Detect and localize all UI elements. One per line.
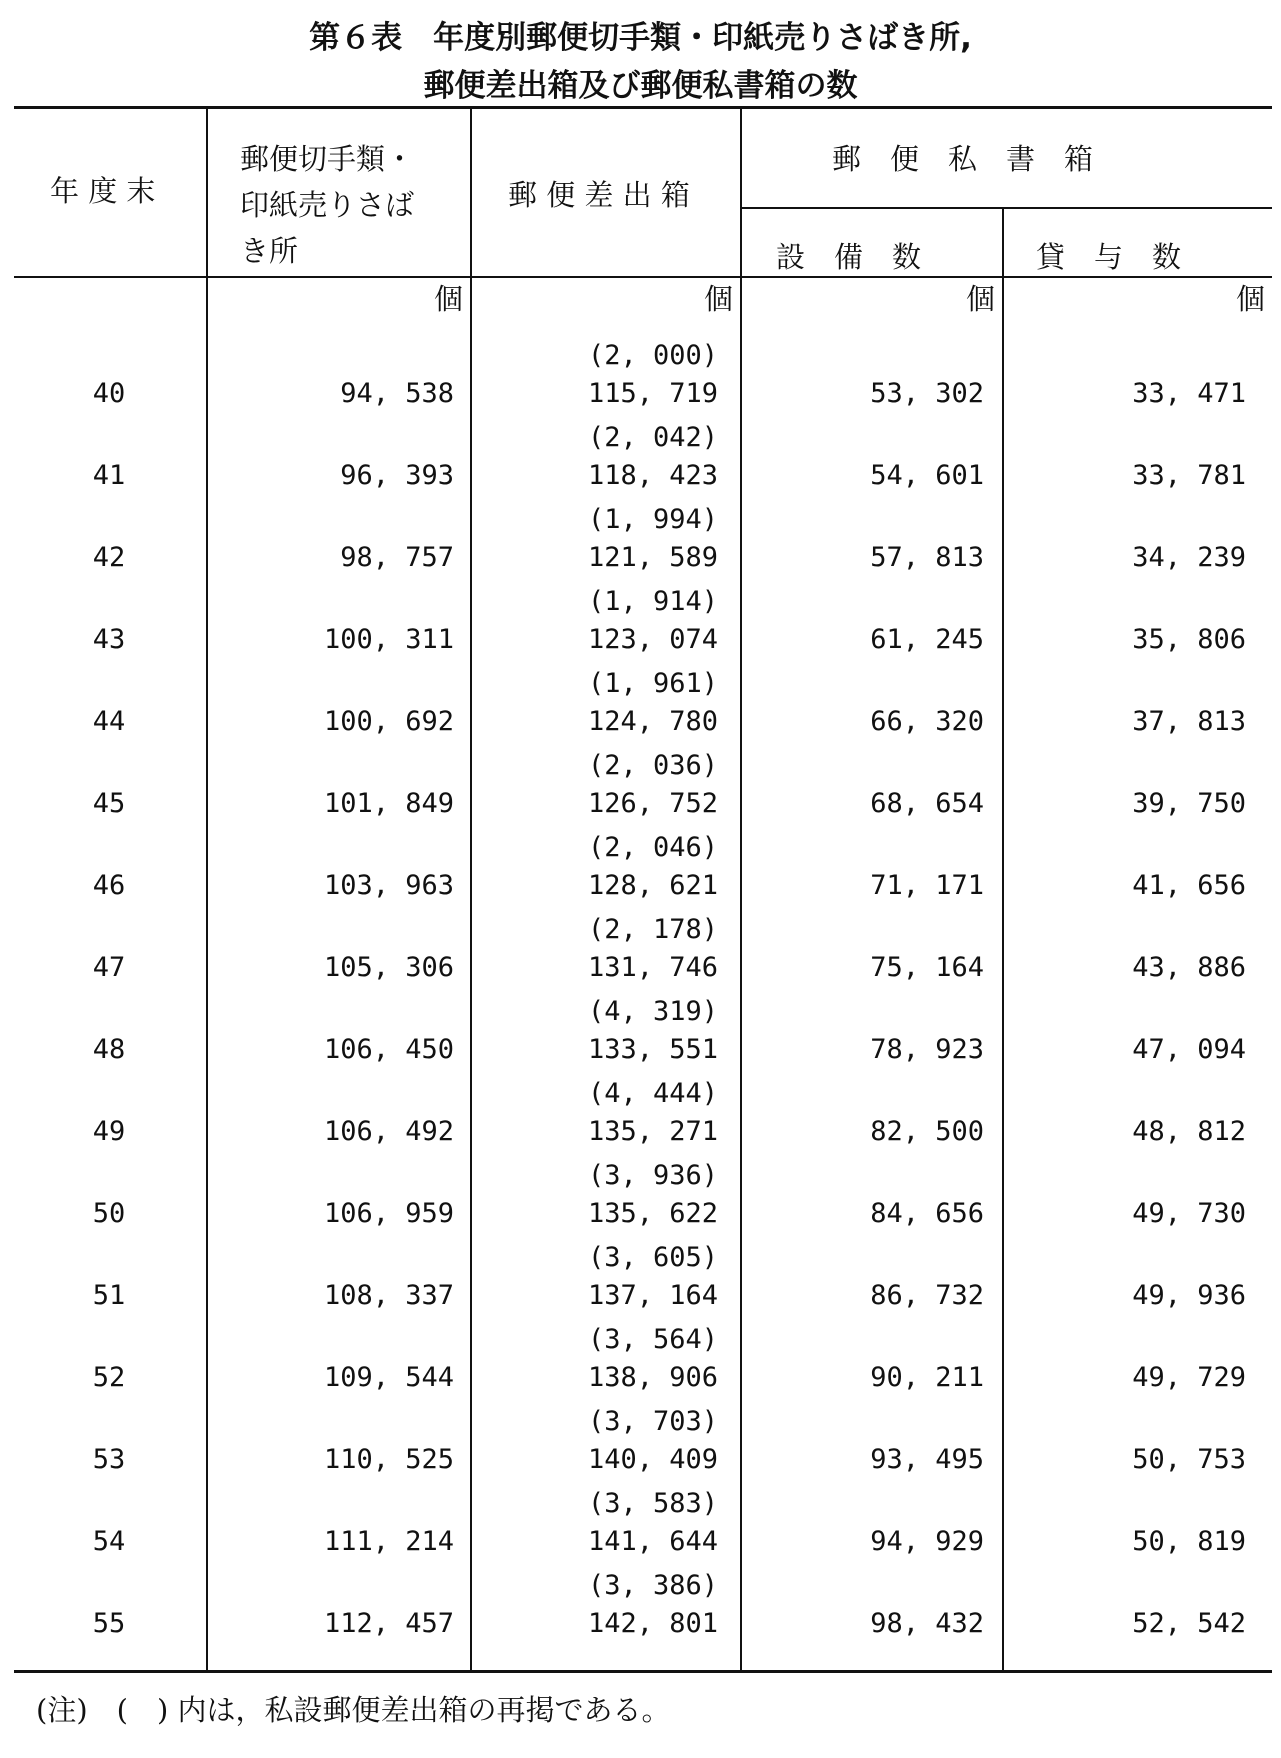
cell-leased: 43, 886 [1132, 952, 1246, 983]
cell-year: 42 [92, 542, 126, 573]
cell-leased: 39, 750 [1132, 788, 1246, 819]
cell-year: 47 [92, 952, 126, 983]
cell-year: 55 [92, 1608, 126, 1639]
column-divider-1 [206, 106, 208, 1670]
cell-year: 48 [92, 1034, 126, 1065]
cell-year: 40 [92, 378, 126, 409]
cell-private-postbox: (3, 605) [587, 1242, 718, 1273]
header-installed: 設 備 数 [776, 240, 922, 274]
cell-postbox: 135, 271 [587, 1116, 718, 1147]
cell-installed: 94, 929 [870, 1526, 984, 1557]
unit-leased: 個 [1236, 282, 1266, 316]
cell-private-postbox: (1, 961) [587, 668, 718, 699]
cell-year: 52 [92, 1362, 126, 1393]
cell-year: 50 [92, 1198, 126, 1229]
cell-leased: 34, 239 [1132, 542, 1246, 573]
cell-leased: 49, 730 [1132, 1198, 1246, 1229]
cell-installed: 98, 432 [870, 1608, 984, 1639]
title-line-1: 第６表 年度別郵便切手類・印紙売りさばき所, [309, 20, 972, 56]
cell-stamps: 106, 492 [323, 1116, 454, 1147]
header-pobox-group: 郵 便 私 書 箱 [832, 142, 1094, 176]
cell-installed: 84, 656 [870, 1198, 984, 1229]
cell-postbox: 137, 164 [587, 1280, 718, 1311]
cell-stamps: 101, 849 [323, 788, 454, 819]
column-divider-4 [1002, 207, 1004, 1670]
cell-installed: 90, 211 [870, 1362, 984, 1393]
unit-stamps: 個 [434, 282, 464, 316]
unit-installed: 個 [966, 282, 996, 316]
header-year: 年 度 末 [50, 174, 156, 208]
cell-stamps: 105, 306 [323, 952, 454, 983]
cell-leased: 33, 781 [1132, 460, 1246, 491]
cell-year: 44 [92, 706, 126, 737]
cell-postbox: 126, 752 [587, 788, 718, 819]
cell-installed: 57, 813 [870, 542, 984, 573]
cell-postbox: 140, 409 [587, 1444, 718, 1475]
cell-leased: 50, 819 [1132, 1526, 1246, 1557]
cell-stamps: 94, 538 [340, 378, 454, 409]
cell-year: 46 [92, 870, 126, 901]
cell-private-postbox: (1, 994) [587, 504, 718, 535]
cell-leased: 49, 936 [1132, 1280, 1246, 1311]
cell-private-postbox: (2, 046) [587, 832, 718, 863]
cell-private-postbox: (1, 914) [587, 586, 718, 617]
cell-installed: 66, 320 [870, 706, 984, 737]
cell-private-postbox: (2, 042) [587, 422, 718, 453]
cell-postbox: 133, 551 [587, 1034, 718, 1065]
cell-year: 49 [92, 1116, 126, 1147]
cell-leased: 41, 656 [1132, 870, 1246, 901]
cell-postbox: 118, 423 [587, 460, 718, 491]
header-stamps-line-3: き所 [240, 234, 299, 268]
cell-installed: 68, 654 [870, 788, 984, 819]
table-bottom-rule [14, 1670, 1272, 1673]
cell-postbox: 141, 644 [587, 1526, 718, 1557]
cell-stamps: 111, 214 [323, 1526, 454, 1557]
cell-leased: 48, 812 [1132, 1116, 1246, 1147]
cell-year: 54 [92, 1526, 126, 1557]
cell-installed: 78, 923 [870, 1034, 984, 1065]
cell-private-postbox: (3, 936) [587, 1160, 718, 1191]
cell-leased: 49, 729 [1132, 1362, 1246, 1393]
cell-postbox: 142, 801 [587, 1608, 718, 1639]
cell-stamps: 106, 959 [323, 1198, 454, 1229]
cell-stamps: 103, 963 [323, 870, 454, 901]
header-postbox: 郵 便 差 出 箱 [508, 178, 690, 212]
cell-private-postbox: (3, 386) [587, 1570, 718, 1601]
column-divider-3 [740, 106, 742, 1670]
header-stamps-line-2: 印紙売りさば [240, 188, 415, 222]
cell-postbox: 138, 906 [587, 1362, 718, 1393]
cell-postbox: 121, 589 [587, 542, 718, 573]
cell-private-postbox: (4, 444) [587, 1078, 718, 1109]
cell-year: 53 [92, 1444, 126, 1475]
cell-private-postbox: (3, 583) [587, 1488, 718, 1519]
statistics-table [14, 106, 1272, 1674]
cell-leased: 33, 471 [1132, 378, 1246, 409]
header-leased: 貸 与 数 [1036, 240, 1182, 274]
cell-private-postbox: (3, 703) [587, 1406, 718, 1437]
cell-leased: 47, 094 [1132, 1034, 1246, 1065]
table-top-rule [14, 106, 1272, 109]
cell-postbox: 128, 621 [587, 870, 718, 901]
cell-stamps: 112, 457 [323, 1608, 454, 1639]
title-line-2: 郵便差出箱及び郵便私書箱の数 [423, 68, 858, 104]
cell-installed: 75, 164 [870, 952, 984, 983]
cell-postbox: 135, 622 [587, 1198, 718, 1229]
cell-year: 41 [92, 460, 126, 491]
cell-leased: 37, 813 [1132, 706, 1246, 737]
cell-stamps: 109, 544 [323, 1362, 454, 1393]
cell-year: 43 [92, 624, 126, 655]
cell-postbox: 131, 746 [587, 952, 718, 983]
cell-postbox: 123, 074 [587, 624, 718, 655]
cell-private-postbox: (4, 319) [587, 996, 718, 1027]
cell-stamps: 106, 450 [323, 1034, 454, 1065]
cell-year: 45 [92, 788, 126, 819]
cell-private-postbox: (2, 036) [587, 750, 718, 781]
cell-installed: 93, 495 [870, 1444, 984, 1475]
cell-leased: 50, 753 [1132, 1444, 1246, 1475]
cell-stamps: 100, 692 [323, 706, 454, 737]
cell-leased: 35, 806 [1132, 624, 1246, 655]
document-title [0, 14, 1281, 110]
sub-header-rule [740, 207, 1272, 209]
cell-postbox: 115, 719 [587, 378, 718, 409]
cell-installed: 71, 171 [870, 870, 984, 901]
cell-installed: 53, 302 [870, 378, 984, 409]
column-divider-2 [470, 106, 472, 1670]
footnote: (注) ( ) 内は，私設郵便差出箱の再掲である。 [36, 1693, 671, 1727]
cell-stamps: 96, 393 [340, 460, 454, 491]
cell-installed: 61, 245 [870, 624, 984, 655]
cell-installed: 54, 601 [870, 460, 984, 491]
cell-leased: 52, 542 [1132, 1608, 1246, 1639]
cell-stamps: 98, 757 [340, 542, 454, 573]
header-stamps-line-1: 郵便切手類・ [240, 142, 415, 176]
cell-installed: 86, 732 [870, 1280, 984, 1311]
cell-stamps: 100, 311 [323, 624, 454, 655]
cell-private-postbox: (2, 000) [587, 340, 718, 371]
unit-postbox: 個 [704, 282, 734, 316]
cell-private-postbox: (2, 178) [587, 914, 718, 945]
cell-private-postbox: (3, 564) [587, 1324, 718, 1355]
cell-installed: 82, 500 [870, 1116, 984, 1147]
cell-year: 51 [92, 1280, 126, 1311]
cell-stamps: 110, 525 [323, 1444, 454, 1475]
cell-stamps: 108, 337 [323, 1280, 454, 1311]
cell-postbox: 124, 780 [587, 706, 718, 737]
